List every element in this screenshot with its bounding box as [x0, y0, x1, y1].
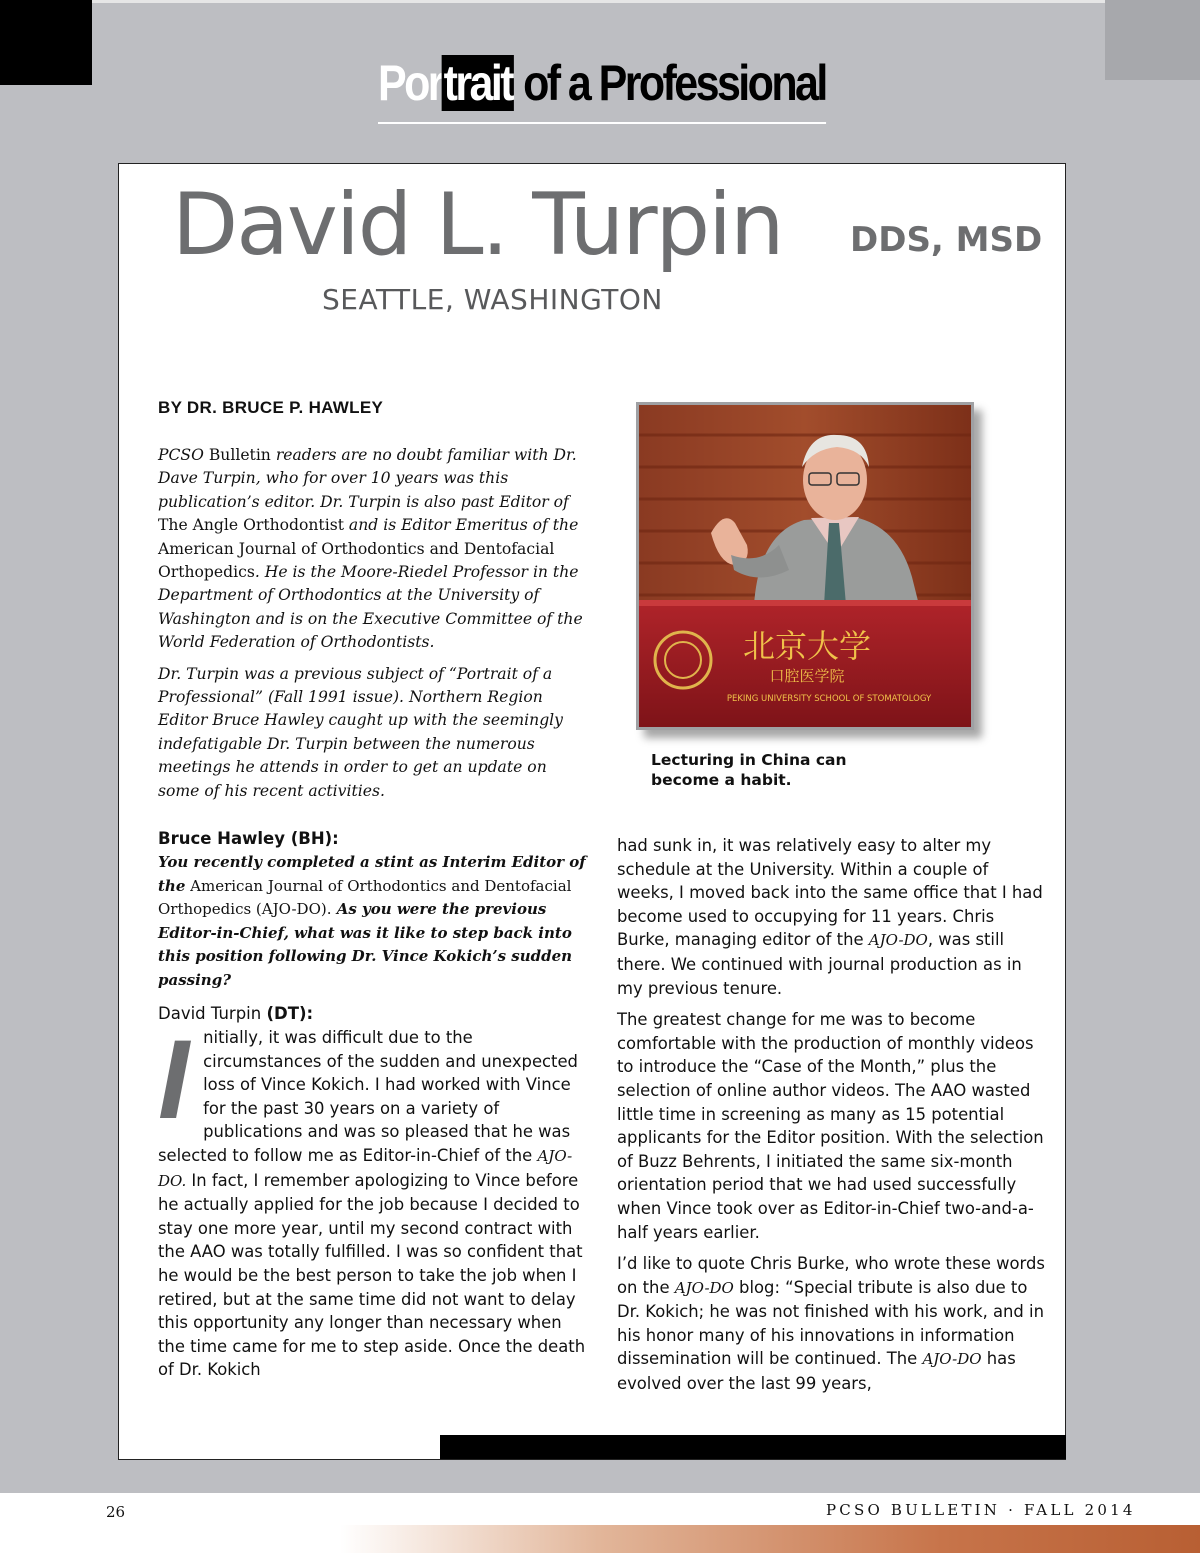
- answer-right-paragraph-2: The greatest change for me was to become comfortable with the production of monthly videos to introduce the “Case of the Month,” plus the selection of online author videos. The AAO wasted little time in screening as many as 15 potential applicants for the Editor position. With the selection of Buzz Behrents, I initiated the same six-month orientation period that we had used successfully when Vince took over as Editor-in-Chief two-and-a-half years earlier.: [617, 1010, 1044, 1242]
- intro-text-1: readers are no doubt familiar with Dr. Dave Turpin, who for over 10 years was this publication’s editor. Dr. Turpin is also past Editor of: [158, 446, 577, 511]
- footer-accent-bar: [340, 1525, 1200, 1553]
- profile-location: SEATTLE, WASHINGTON: [322, 283, 663, 316]
- intro-text: [158, 444, 593, 811]
- answer-right-3b: AJO-DO: [674, 1278, 734, 1297]
- section-title-part2: trait: [443, 55, 513, 111]
- intro-ajodo-title: American Journal of Orthodontics and Dentofacial Orthopedics: [158, 539, 555, 582]
- podium-sign-chinese: 北京大学: [742, 627, 872, 665]
- question-text-1: You recently completed a stint as Interim Editor of the: [158, 853, 586, 895]
- intro-bulletin: Bulletin: [203, 446, 271, 464]
- corner-block-right: [1105, 0, 1200, 80]
- profile-degrees: DDS, MSD: [850, 220, 1043, 260]
- intro-text-3: . He is the Moore-Riedel Professor in the Department of Orthodontics at the University of Washington and is on the Executive Committee of the World Federation of Orthodontists.: [158, 563, 583, 652]
- panel-bottom-bar: [440, 1435, 1066, 1459]
- answer-right-1b: AJO-DO: [868, 931, 928, 950]
- podium-sign-english: PEKING UNIVERSITY SCHOOL OF STOMATOLOGY: [726, 694, 932, 704]
- publication-footer: PCSO BULLETIN · FALL 2014: [826, 1501, 1136, 1519]
- answer-right-3d: AJO-DO: [922, 1350, 982, 1369]
- answer-speaker-name: David Turpin: [158, 1004, 267, 1023]
- question-journal-name: American Journal of Orthodontics and Dentofacial Orthopedics (AJO-DO).: [158, 876, 572, 918]
- answer-speaker-tag: (DT):: [266, 1004, 314, 1023]
- photo-caption: Lecturing in China can become a habit.: [651, 751, 847, 789]
- question-speaker: Bruce Hawley (BH):: [158, 829, 339, 848]
- intro-text-2: and is Editor Emeritus of the: [343, 516, 579, 535]
- corner-block-left: [0, 0, 92, 85]
- answer-right-paragraph-1: [617, 834, 1045, 1000]
- answer-left-1: nitially, it was difficult due to the circumstances of the sudden and unexpected loss of Vince Kokich. I had worked with Vince for the past 30 years on a variety of publications and was so pleased that he was selected to follow me as Editor-in-Chief of the: [158, 1028, 578, 1165]
- answer-speaker: [158, 1002, 586, 1026]
- page-number: 26: [106, 1503, 126, 1521]
- answer-left-2: In fact, I remember apologizing to Vince before he actually applied for the job because I decided to stay one more year, until my second contract with the AAO was totally fulfilled. I was so confident that he would be the best person to take the job when I retired, but at the same time did not want to delay this opportunity any longer than necessary when the time came for me to step aside. Once the death of Dr. Kokich: [158, 1170, 586, 1380]
- byline: BY DR. BRUCE P. HAWLEY: [158, 398, 384, 417]
- intro-paragraph-2: Dr. Turpin was a previous subject of “Portrait of a Professional” (Fall 1991 issue). Northern Region Editor Bruce Hawley caught up with the seemingly indefatigable Dr. Turpin between the numerous meetings he attends in order to get an update on some of his recent activities.: [158, 664, 563, 800]
- profile-name: David L. Turpin: [172, 175, 783, 275]
- intro-paragraph-1: [158, 444, 593, 655]
- answer-right-paragraph-3: [617, 1252, 1045, 1396]
- question-text: [158, 851, 586, 992]
- answer-right-1c: , was still there. We continued with journal production as in my previous tenure.: [617, 930, 1022, 998]
- answer-right-1a: had sunk in, it was relatively easy to alter my schedule at the University. Within a couple of weeks, I moved back into the same office that I had become used to occupying for 11 years. Chris Burke, managing editor of the: [617, 836, 1043, 950]
- top-divider: [92, 0, 1105, 3]
- intro-angle-orthodontist: The Angle Orthodontist: [158, 516, 344, 535]
- intro-pcso: PCSO: [158, 446, 204, 464]
- answer-text-left: [158, 1017, 586, 1382]
- drop-cap: I: [158, 1017, 190, 1142]
- question-text-2: As you were the previous Editor-in-Chief, what was it like to step back into this position following Dr. Vince Kokich’s sudden passing?: [158, 900, 573, 989]
- answer-right-3a: I’d like to quote Chris Burke, who wrote these words on the: [617, 1254, 1045, 1297]
- section-title-part1: Por: [378, 55, 442, 111]
- interview-column-left: [158, 827, 586, 1382]
- section-title-part3: of a Professional: [513, 55, 826, 111]
- podium-sign-school: 口腔医学院: [769, 667, 845, 685]
- lecture-photo: [636, 402, 974, 730]
- answer-right-3c: blog: “Special tribute is also due to Dr. Kokich; he was not finished with his work, and in his honor many of his innovations in information dissemination will be continued. The: [617, 1277, 1044, 1369]
- interview-column-right: [617, 834, 1045, 1404]
- section-title: [378, 46, 826, 124]
- answer-right-3e: has evolved over the last 99 years,: [617, 1349, 1016, 1394]
- answer-left-ajodo: AJO-DO.: [158, 1146, 573, 1190]
